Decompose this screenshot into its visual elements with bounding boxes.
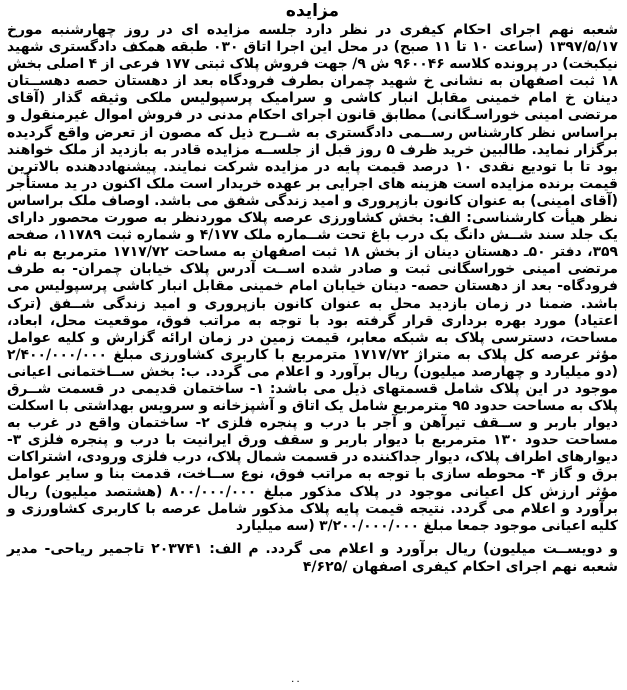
notice-body: شعبه نهم اجرای احکام کیفری در نظر دارد جلسه مزایده ای در روز چهارشنبه مورخ ۱۳۹۷/۵/۱۷ (ساعت ۱۰ تا ۱۱ صبح) در محل این اجرا اتاق ۰۳۰ طبقه همکف دادگستری شهید نیکبخت) در پرونده کلاسه ۹۶۰۰۴۶ ش ۹/ جهت فروش پلاک ثبتی ۱۷۷ فرعی از ۴ اصلی بخش ۱۸ ثبت اصفهان به نشانی خ شهید چمران بطرف فرودگاه بعد از دهستان حصه دهســتان دینان خ امام خمینی مقابل انبار کاشی و سرامیک پرسپولیس ملکی وثیقه گذار (آقای مرتضی امینی خوراسـگانی) مطابق قانون اجرای احکام مدنی در فروش اموال غیرمنقول و براساس نظر کارشناس رســمی دادگستری به شــرح ذیل که مصون از تعرض واقع گردیده برگزار نماید. طالبین خرید ظرف ۵ روز قبل از جلســه مزایده قادر به بازدید از ملک خواهند بود تا با تودیع نقدی ۱۰ درصد قیمت پایه در مزایده شرکت نمایند. پیشنهاددهنده بالاترین قیمت برنده مزایده است هزینه های اجرایی بر عهده خریدار است ملک اکنون در ید مستأجر (آقای امینی) به عنوان کانون بازپروری و امید زندگی شفق می باشد. اوصاف ملک براساس نظر هیأت کارشناسی: الف: بخش کشاورزی عرصه پلاک موردنظر به صورت محصور دارای یک جلد سند شــش دانگ یک درب باغ تحت شــماره ملک ۴/۱۷۷ و شماره ثبت ۱۱۷۸۹، صفحه ۳۵۹، دفتر ۵۰ـ دهستان دینان از بخش ۱۸ ثبت اصفهان به مساحت ۱۷۱۷/۷۲ مترمربع به نام مرتضی امینی خوراسگانی ثبت و صادر شده اســت آدرس پلاک خیابان چمران- به طرف فرودگاه- بعد از دهستان حصه- دینان خیابان امام خمینی مقابل انبار کاشی پرسپولیس می باشد. ضمنا در زمان بازدید محل به عنوان کانون بازپروری و امید زندگی شــفق (ترک اعتیاد) مورد بهره برداری قرار گرفته بود با توجه به مراتب فوق، موقعیت محل، ابعاد، مساحت، دسترسی پلاک به شبکه معابر، قیمت زمین در زمان ارائه گزارش و کلیه عوامل مؤثر عرصه کل پلاک به متراژ ۱۷۱۷/۷۲ مترمربع با کاربری کشاورزی مبلغ ۲/۴۰۰/۰۰۰/۰۰۰ (دو میلیارد و چهارصد میلیون) ریال برآورد و اعلام می گردد. ب: بخش ســاختمانی اعیانی موجود در این پلاک شامل قسمتهای ذیل می باشد: ۱- ساختمان قدیمی در قسمت شــرق پلاک به مساحت حدود ۹۵ مترمربع شامل یک اتاق و آشپزخانه و سرویس بهداشتی با اسکلت دیوار باربر و ســقف تیرآهن و آجر با درب و پنجره فلزی ۲- ساختمان واقع در غرب به مساحت حدود ۱۳۰ مترمربع با دیوار باربر و سقف ورق ایرانیت با درب و پنجره فلزی ۳- دیوارهای اطراف پلاک، دیوار جداکننده در قسمت شمال پلاک، درب فلزی ورودی، اشتراکات برق و گاز ۴- محوطه سازی با توجه به مراتب فوق، نوع ســاخت، قدمت بنا و سایر عوامل مؤثر ارزش کل اعیانی موجود در پلاک مذکور مبلغ ۸۰۰/۰۰۰/۰۰۰ (هشتصد میلیون) ریال برآورد و اعلام می گردد. نتیجه قیمت پایه پلاک مذکور شامل عرصه با کاربری کشاورزی و کلیه اعیانی موجود جمعا مبلغ ۳/۲۰۰/۰۰۰/۰۰۰ (سه میلیارد <box>7 22 619 534</box>
notice-title: مزایده <box>285 1 340 21</box>
page-mark: ٠٠ <box>290 676 301 687</box>
notice-footer: و دویســت میلیون) ریال برآورد و اعلام می گردد. م الف: ۲۰۳۷۴۱ تاجمیر ریاحی- مدیر شعبه نهم اجرای احکام کیفری اصفهان /۴/۶۲۵ <box>7 540 618 575</box>
